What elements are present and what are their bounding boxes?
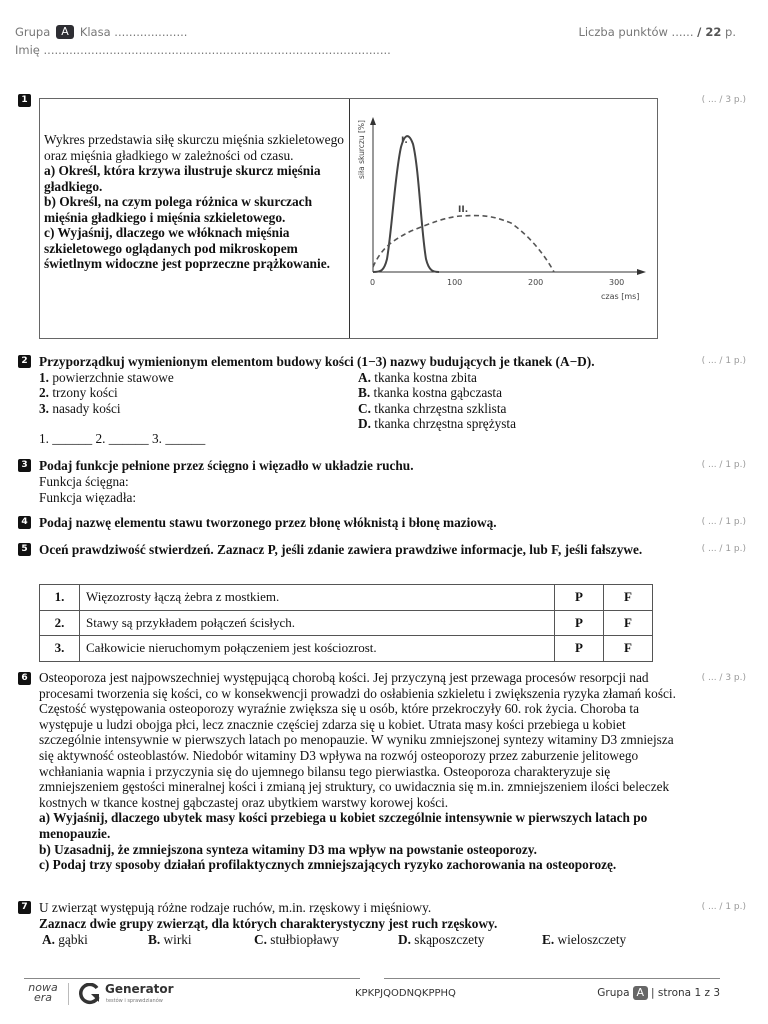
task-number-badge: 6 <box>18 672 31 685</box>
task-3-instruction: Podaj funkcje pełnione przez ścięgno i więzadło w układzie ruchu. <box>39 458 414 473</box>
false-option[interactable]: F <box>604 585 653 611</box>
name-field[interactable]: ............................................................................................... <box>43 43 391 57</box>
name-label: Imię <box>15 43 40 57</box>
task-number-badge: 4 <box>18 516 31 529</box>
task-1-divider <box>349 99 350 338</box>
row-number: 2. <box>40 610 80 636</box>
task-points: ( ... / 1 p.) <box>701 902 746 912</box>
row-number: 1. <box>40 585 80 611</box>
header-group-class <box>15 25 187 39</box>
generator-logo-subtitle: testów i sprawdzianów <box>106 998 163 1004</box>
task-7-option-b[interactable]: B. wirki <box>148 932 192 947</box>
tendon-function-field[interactable]: Funkcja ścięgna: <box>39 474 129 489</box>
svg-text:200: 200 <box>528 278 544 287</box>
task-points: ( ... / 3 p.) <box>701 673 746 683</box>
muscle-contraction-chart <box>351 99 657 338</box>
list-item: A. tkanka kostna zbita <box>358 370 477 385</box>
table-row <box>40 610 653 636</box>
task-number-badge: 3 <box>18 459 31 472</box>
task-points: ( ... / 1 p.) <box>701 544 746 554</box>
svg-text:czas [ms]: czas [ms] <box>601 292 640 301</box>
task-number-badge: 5 <box>18 543 31 556</box>
generator-logo-text: Generator <box>105 982 174 996</box>
task-points: ( ... / 1 p.) <box>701 460 746 470</box>
task-7-option-a[interactable]: A. gąbki <box>42 932 88 947</box>
statement: Więzozrosty łączą żebra z mostkiem. <box>80 585 555 611</box>
group-label: Grupa <box>15 25 51 39</box>
true-option[interactable]: P <box>555 610 604 636</box>
task-6-question-c: c) Podaj trzy sposoby działań profilaktycznych zmniejszających ryzyko zachorowania na osteoporozę. <box>39 857 617 873</box>
footer-page-info <box>597 986 720 1000</box>
list-item: B. tkanka kostna gąbczasta <box>358 385 503 401</box>
row-number: 3. <box>40 636 80 662</box>
task-1-box <box>39 98 658 339</box>
task-number-badge: 2 <box>18 355 31 368</box>
task-2-answer-line[interactable]: 1. ______ 2. ______ 3. ______ <box>39 431 206 446</box>
list-item: 1. powierzchnie stawowe <box>39 370 174 385</box>
task-7-option-e[interactable]: E. wieloszczety <box>542 932 627 947</box>
task-7-option-d[interactable]: D. skąposzczety <box>398 932 485 947</box>
task-1-question-b: b) Określ, na czym polega różnica w skurczach mięśnia gładkiego i mięśnia szkieletowego. <box>44 194 313 225</box>
task-number-badge: 1 <box>18 94 31 107</box>
svg-text:0: 0 <box>370 278 376 287</box>
statement: Całkowicie nieruchomym połączeniem jest kościozrost. <box>80 636 555 662</box>
true-option[interactable]: P <box>555 636 604 662</box>
test-code: KPKPJQODNQKPPHQ <box>355 988 456 999</box>
false-option[interactable]: F <box>604 610 653 636</box>
task-6-question-b: b) Uzasadnij, że zmniejszona synteza witaminy D3 ma wpływ na powstanie osteoporozy. <box>39 841 538 857</box>
points-suffix: p. <box>725 25 736 39</box>
task-7-option-c[interactable]: C. stułbiopławy <box>254 932 339 947</box>
true-option[interactable]: P <box>555 585 604 611</box>
list-item: C. tkanka chrzęstna szklista <box>358 400 507 416</box>
footer-divider <box>384 978 720 979</box>
task-points: ( ... / 1 p.) <box>701 517 746 527</box>
svg-text:100: 100 <box>447 278 463 287</box>
true-false-table <box>39 584 653 662</box>
footer-group-label: Grupa <box>597 987 630 999</box>
task-6-body <box>39 670 679 873</box>
false-option[interactable]: F <box>604 636 653 662</box>
svg-text:siła skurczu [%]: siła skurczu [%] <box>357 120 366 179</box>
header-name <box>15 43 391 57</box>
page-number: | strona 1 z 3 <box>651 987 720 999</box>
points-total: / 22 <box>697 25 722 39</box>
task-2-instruction: Przyporządkuj wymienionym elementom budowy kości (1−3) nazwy budujących je tkanek (A−D). <box>39 354 595 369</box>
task-2-right-list <box>358 370 516 432</box>
task-points: ( ... / 3 p.) <box>701 95 746 105</box>
task-1-text <box>44 132 346 272</box>
class-field[interactable]: .................... <box>114 25 188 39</box>
points-label: Liczba punktów ...... <box>578 25 694 39</box>
generator-logo-icon <box>78 983 102 1005</box>
ligament-function-field[interactable]: Funkcja więzadła: <box>39 490 137 505</box>
task-1-question-a: a) Określ, która krzywa ilustruje skurcz mięśnia gładkiego. <box>44 163 321 194</box>
task-4-instruction: Podaj nazwę elementu stawu tworzonego przez błonę włóknistą i błonę maziową. <box>39 515 497 530</box>
task-6-question-a: a) Wyjaśnij, dlaczego ubytek masy kości przebiega u kobiet szczególnie intensywnie w pierwszych latach po menopauzie. <box>39 810 648 841</box>
table-row <box>40 636 653 662</box>
nowa-era-logo: nowa era <box>28 981 58 1004</box>
group-badge: A <box>56 25 74 39</box>
list-item: 3. nasady kości <box>39 400 121 416</box>
table-row <box>40 585 653 611</box>
footer-logo-divider <box>68 983 69 1005</box>
task-2-left-list <box>39 370 174 416</box>
task-5-instruction: Oceń prawdziwość stwierdzeń. Zaznacz P, jeśli zdanie zawiera prawdziwe informacje, lub F, jeśli fałszywe. <box>39 542 643 557</box>
footer-group-badge: A <box>633 986 649 1000</box>
task-1-intro: Wykres przedstawia siłę skurczu mięśnia szkieletowego oraz mięśnia gładkiego w zależności od czasu. <box>44 132 345 163</box>
header-points <box>578 25 736 39</box>
list-item: D. tkanka chrzęstna sprężysta <box>358 416 517 432</box>
task-7-instruction: Zaznacz dwie grupy zwierząt, dla których charakterystyczny jest ruch rzęskowy. <box>39 916 498 931</box>
curve-II-label: II. <box>458 205 469 215</box>
task-number-badge: 7 <box>18 901 31 914</box>
statement: Stawy są przykładem połączeń ścisłych. <box>80 610 555 636</box>
class-label: Klasa <box>79 25 111 39</box>
list-item: 2. trzony kości <box>39 385 118 401</box>
task-1-question-c: c) Wyjaśnij, dlaczego we włóknach mięśnia szkieletowego oglądanych pod mikroskopem świetlnym widoczne jest poprzeczne prążkowanie. <box>44 225 330 271</box>
task-7-intro: U zwierząt występują różne rodzaje ruchów, m.in. rzęskowy i mięśniowy. <box>39 900 432 915</box>
svg-text:300: 300 <box>609 278 625 287</box>
footer-divider <box>24 978 360 979</box>
task-points: ( ... / 1 p.) <box>701 356 746 366</box>
task-6-text: Osteoporoza jest najpowszechniej występującą chorobą kości. Jej przyczyną jest przewaga procesów resorpcji nad procesami tworzenia się kości, co w konsekwencji prowadzi do osłabienia szkieletu i zwiększenia ryzyka złamań kości. Częstość występowania osteoporozy wyraźnie zwiększa się u osób, które przekroczyły 60. rok życia. Choroba ta występuje u ludzi obojga płci, lecz znacznie częściej zdarza się u kobiet. Utrata masy kości przebiega u kobiet szczególnie intensywnie w pierwszych latach po menopauzie. W wyniku zmniejszonej syntezy witaminy D3 zmniejsza się aktywność osteoblastów. Niedobór witaminy D3 wpływa na rozwój osteoporozy przez zaburzenie jelitowego wchłaniania wapnia i przyczynia się do ujemnego bilansu tego pierwiastka. Osteoporoza charakteryzuje się zmniejszeniem gęstości mineralnej kości i zmianą jej struktury, co uwidacznia się m.in. zmniejszeniem ilości beleczek kostnych w tkance kostnej gąbczastej oraz ubytkiem warstwy korowej kości. <box>39 670 676 810</box>
curve-I-label: I. <box>401 136 408 146</box>
